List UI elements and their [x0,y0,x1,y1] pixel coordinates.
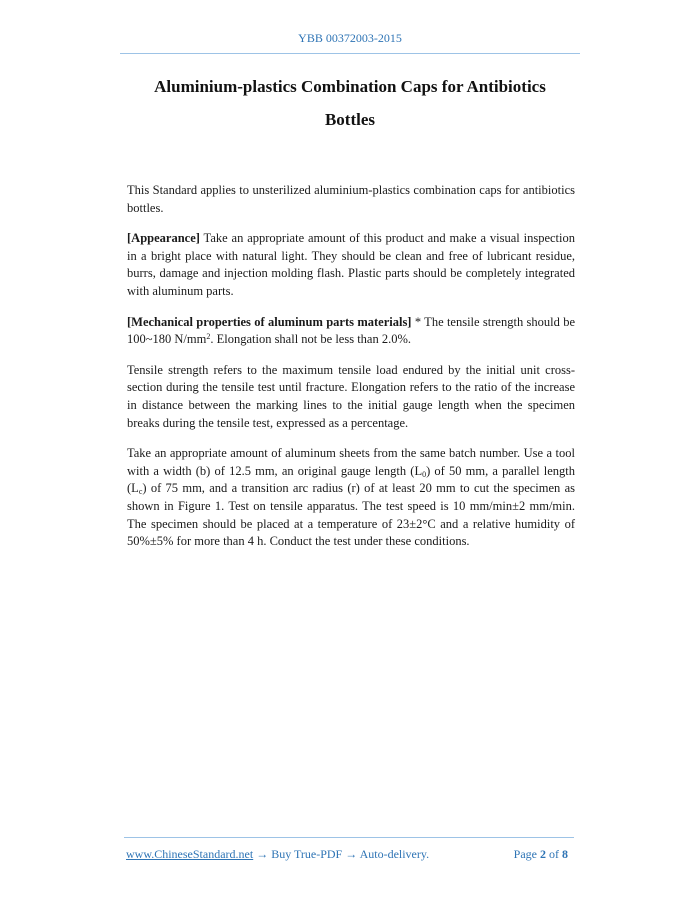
mechanical-unit-superscript: 2 [206,332,211,342]
procedure-text-1: Take an appropriate amount of aluminum sheets from the same batch number. Use a tool with a width (b) of 12.5 mm, an original gauge length (L [127,446,575,478]
footer-promo-text: → Buy True-PDF → Auto-delivery. [253,847,430,861]
page-total: 8 [562,847,568,861]
doc-title-line-2: Bottles [324,110,376,129]
intro-paragraph: This Standard applies to unsterilized aluminium-plastics combination caps for antibiotics bottles. [127,183,575,215]
header-divider [120,53,580,54]
procedure-subscript-c: c [138,487,143,497]
procedure-text-3: ) of 75 mm, and a transition arc radius (r) of at least 20 mm to cut the specimen as shown in Figure 1. Test on tensile apparatus. The test speed is 10 mm/min±2 mm/min. The specimen should be placed at a temperature of 23±2°C and a relative humidity of 50%±5% for more than 4 h. Conduct the test under these conditions. [127,481,575,549]
footer-divider [124,837,574,838]
appearance-heading: [Appearance] [127,231,200,246]
chinesestandard-link[interactable]: www.ChineseStandard.net [126,847,254,861]
mechanical-text-a: * The tensile strength should be 100~180 N/mm [127,314,575,347]
procedure-paragraph [127,445,575,551]
doc-title-line-1: Aluminium-plastics Combination Caps for Antibiotics [154,77,546,96]
definition-paragraph: Tensile strength refers to the maximum tensile load endured by the initial unit cross-section during the tensile test until fracture. Elongation refers to the ratio of the increase in distance between the marking lines to the initial gauge length when the specimen breaks during the tensile test, expressed as a percentage. [127,362,575,430]
procedure-text-2: ) of 50 mm, a parallel length (L [127,463,575,496]
mechanical-paragraph [127,314,575,349]
page-current: 2 [540,847,546,861]
appearance-text: Take an appropriate amount of this product and make a visual inspection in a bright place with natural light. They should be clean and free of lubricant residue, burrs, damage and injection molding flash. Plastic parts should be completely integrated with aluminum parts. [127,231,575,298]
page-of-label: of [546,847,562,861]
mechanical-text-b: . Elongation shall not be less than 2.0%. [210,332,412,347]
appearance-paragraph [127,230,575,300]
document-body [127,182,575,564]
mechanical-heading: [Mechanical properties of aluminum parts materials] [127,314,412,329]
header-doc-code: YBB 00372003-2015 [298,31,402,45]
page-indicator [514,847,568,862]
page-label: Page [513,847,540,861]
footer-promo [126,847,429,862]
procedure-subscript-0: 0 [422,469,427,479]
